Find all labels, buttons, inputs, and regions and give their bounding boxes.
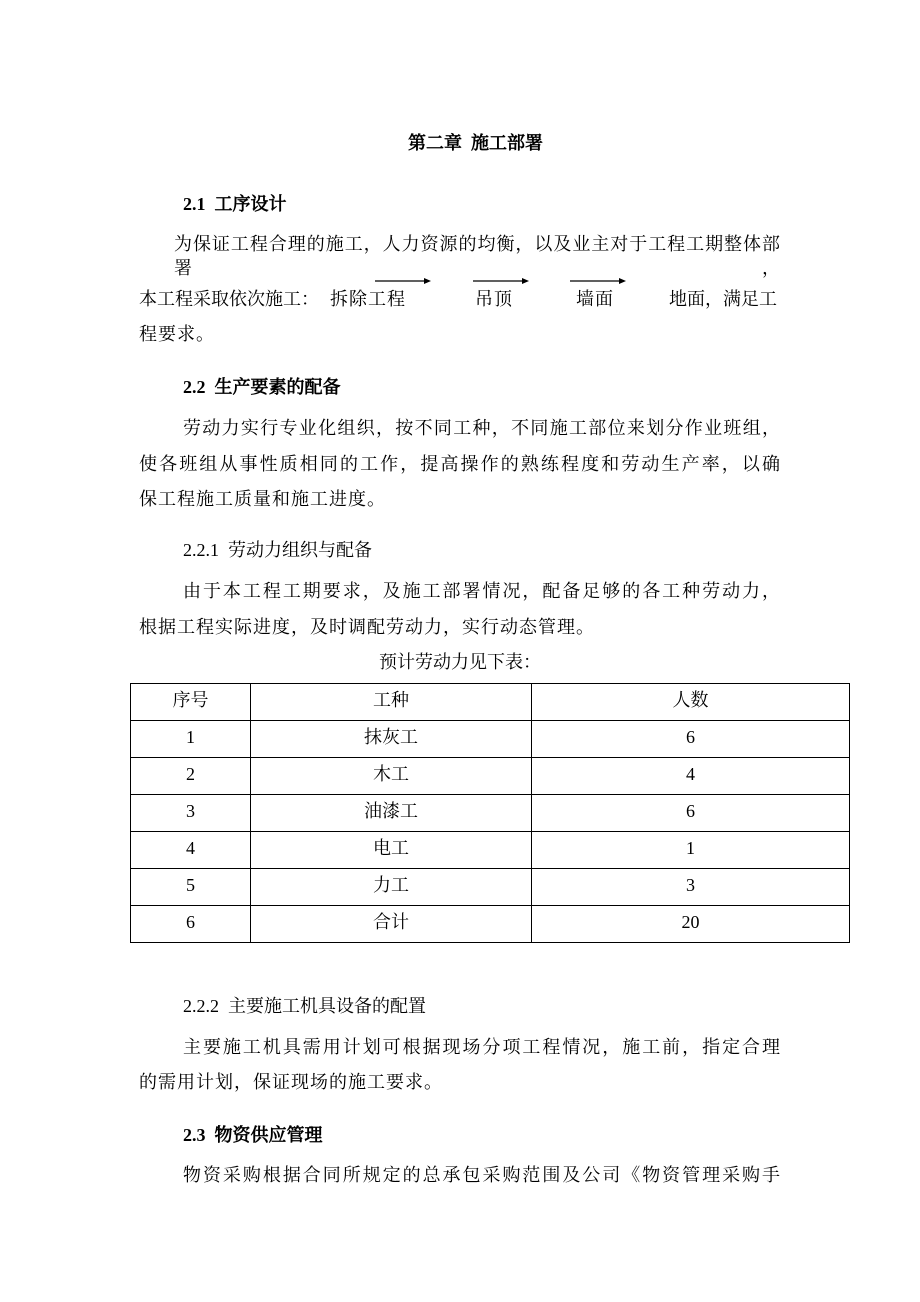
chapter-title: 第二章 施工部署 <box>408 133 543 153</box>
cell-index: 5 <box>131 869 251 906</box>
table-row-total <box>131 906 850 943</box>
flow-arrow <box>473 276 530 286</box>
section-heading-2-2: 2.2 生产要素的配备 <box>183 377 341 397</box>
cell-trade: 力工 <box>251 869 532 906</box>
table-row <box>131 832 850 869</box>
section-heading-2-3: 2.3 物资供应管理 <box>183 1125 323 1145</box>
cell-count: 6 <box>532 795 850 832</box>
table-row <box>131 795 850 832</box>
paragraph-line: 使各班组从事性质相同的工作，提高操作的熟练程度和劳动生产率，以确 <box>139 454 780 474</box>
cell-count: 1 <box>532 832 850 869</box>
cell-trade: 木工 <box>251 758 532 795</box>
cell-trade: 电工 <box>251 832 532 869</box>
cell-index: 4 <box>131 832 251 869</box>
section-heading-2-1: 2.1 工序设计 <box>183 194 287 214</box>
column-header-trade: 工种 <box>251 684 532 721</box>
cell-index: 3 <box>131 795 251 832</box>
flow-arrow <box>570 276 627 286</box>
table-row <box>131 869 850 906</box>
cell-index: 2 <box>131 758 251 795</box>
paragraph-line: 物资采购根据合同所规定的总承包采购范围及公司《物资管理采购手 <box>183 1165 780 1185</box>
cell-count: 20 <box>532 906 850 943</box>
cell-trade: 合计 <box>251 906 532 943</box>
table-row <box>131 758 850 795</box>
cell-trade: 油漆工 <box>251 795 532 832</box>
flow-step: 地面，满足工 <box>669 289 777 309</box>
paragraph-line: 主要施工机具需用计划可根据现场分项工程情况，施工前，指定合理 <box>183 1037 780 1057</box>
flow-step: 拆除工程 <box>330 289 406 309</box>
paragraph-line: 由于本工程工期要求，及施工部署情况，配备足够的各工种劳动力， <box>183 581 780 601</box>
cell-trade: 抹灰工 <box>251 721 532 758</box>
flow-step: 吊顶 <box>475 289 513 309</box>
cell-count: 4 <box>532 758 850 795</box>
paragraph-line: 保工程施工质量和施工进度。 <box>139 489 386 509</box>
flow-lead-text: 本工程采取依次施工： <box>139 289 319 309</box>
cell-index: 6 <box>131 906 251 943</box>
paragraph-line: 的需用计划，保证现场的施工要求。 <box>139 1072 443 1092</box>
cell-count: 3 <box>532 869 850 906</box>
flow-step: 墙面 <box>576 289 614 309</box>
column-header-index: 序号 <box>131 684 251 721</box>
section-heading-2-2-2: 2.2.2 主要施工机具设备的配置 <box>183 996 426 1016</box>
table-row <box>131 721 850 758</box>
paragraph-line: 为保证工程合理的施工，人力资源的均衡，以及业主对于工程工期整体部署， <box>174 234 780 278</box>
labor-table <box>130 683 850 943</box>
cell-count: 6 <box>532 721 850 758</box>
paragraph-line: 程要求。 <box>139 324 215 344</box>
table-header-row <box>131 684 850 721</box>
cell-index: 1 <box>131 721 251 758</box>
paragraph-line: 根据工程实际进度，及时调配劳动力，实行动态管理。 <box>139 617 595 637</box>
paragraph-line: 劳动力实行专业化组织，按不同工种，不同施工部位来划分作业班组， <box>183 418 780 438</box>
column-header-count: 人数 <box>532 684 850 721</box>
flow-arrow <box>375 276 432 286</box>
table-caption: 预计劳动力见下表： <box>379 652 541 672</box>
section-heading-2-2-1: 2.2.1 劳动力组织与配备 <box>183 540 372 560</box>
